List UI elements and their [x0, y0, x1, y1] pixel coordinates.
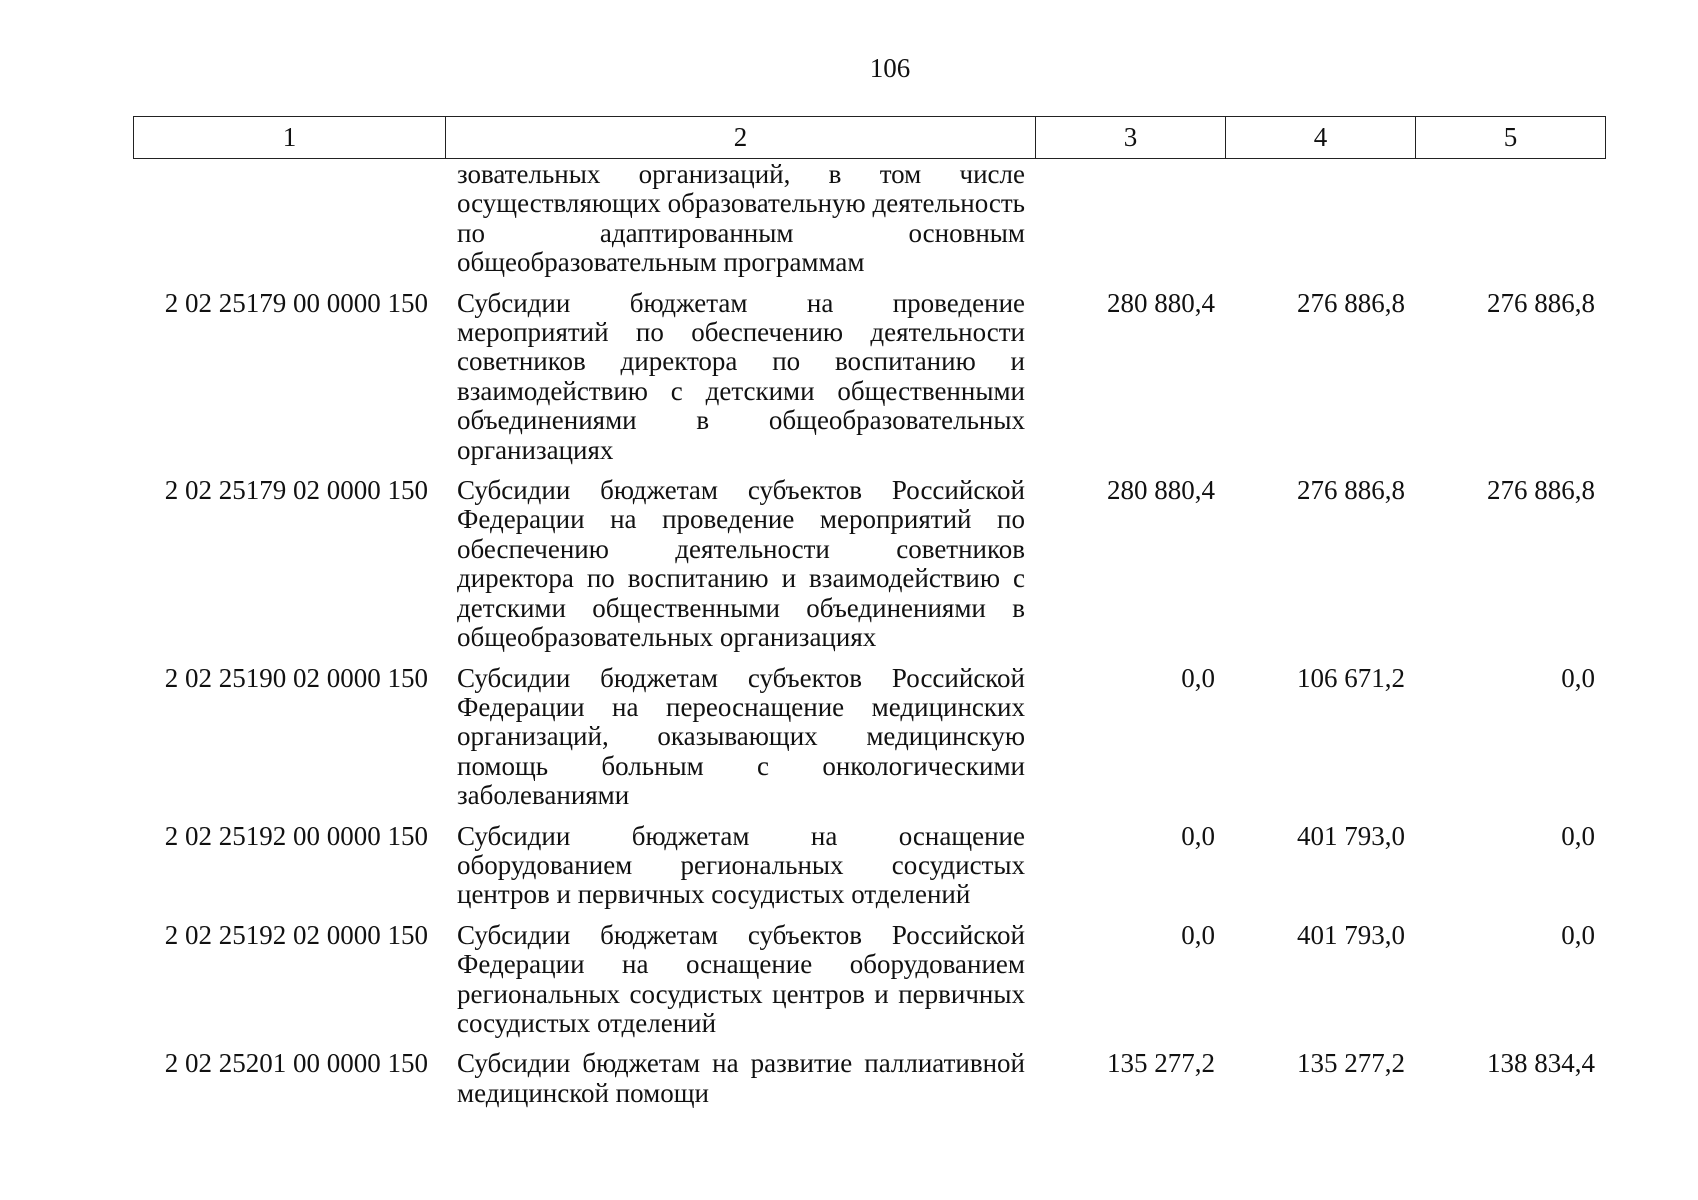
value-cell-col5: 0,0 [1561, 820, 1595, 851]
budget-code-cell [133, 160, 445, 289]
header-cell-1: 1 [134, 117, 446, 159]
value-cell-col4: 401 793,0 [1297, 820, 1405, 851]
value-cell-col5: 276 886,8 [1487, 475, 1595, 506]
header-row [134, 117, 1606, 159]
value-cell-col3: 0,0 [1181, 820, 1215, 851]
description-cell: зовательных организаций, в том числе осуществляющих образовательную деятельность по адаптированным основным общеобразовательным программам [457, 159, 1025, 278]
budget-code-cell: 2 02 25192 00 0000 150 [164, 820, 428, 851]
table-row [133, 822, 1605, 921]
table-row [133, 289, 1605, 476]
header-cell-3: 3 [1036, 117, 1226, 159]
value-cell-col4: 401 793,0 [1297, 919, 1405, 950]
value-cell-col5: 138 834,4 [1487, 1048, 1595, 1079]
header-cell-5: 5 [1416, 117, 1606, 159]
value-cell-col3: 280 880,4 [1107, 287, 1215, 318]
table-row [133, 1049, 1605, 1108]
value-cell-col3: 0,0 [1181, 662, 1215, 693]
value-cell-col4: 276 886,8 [1297, 475, 1405, 506]
value-cell-col5: 0,0 [1561, 662, 1595, 693]
value-cell-col5 [1415, 160, 1605, 289]
header-cell-2: 2 [446, 117, 1036, 159]
table-row [133, 160, 1605, 289]
budget-code-cell: 2 02 25179 00 0000 150 [164, 287, 428, 318]
description-cell: Субсидии бюджетам на оснащение оборудованием региональных сосудистых центров и первичных сосудистых отделений [457, 820, 1025, 910]
value-cell-col5: 276 886,8 [1487, 287, 1595, 318]
value-cell-col4 [1225, 160, 1415, 289]
description-cell: Субсидии бюджетам субъектов Российской Федерации на переоснащение медицинских организаций, оказывающих медицинскую помощь больным с онкологическими заболеваниями [457, 662, 1025, 811]
budget-code-cell: 2 02 25190 02 0000 150 [164, 662, 428, 693]
value-cell-col3: 135 277,2 [1107, 1048, 1215, 1079]
header-cell-4: 4 [1226, 117, 1416, 159]
value-cell-col3: 280 880,4 [1107, 475, 1215, 506]
budget-code-cell: 2 02 25192 02 0000 150 [164, 919, 428, 950]
value-cell-col4: 135 277,2 [1297, 1048, 1405, 1079]
value-cell-col5: 0,0 [1561, 919, 1595, 950]
description-cell: Субсидии бюджетам субъектов Российской Федерации на проведение мероприятий по обеспечению деятельности советников директора по воспитанию и взаимодействию с детскими общественными объединениями в общеобразовательных организациях [457, 475, 1025, 653]
value-cell-col3: 0,0 [1181, 919, 1215, 950]
description-cell: Субсидии бюджетам на развитие паллиативной медицинской помощи [457, 1048, 1025, 1108]
description-cell: Субсидии бюджетам на проведение мероприятий по обеспечению деятельности советников директора по воспитанию и взаимодействию с детскими общественными объединениями в общеобразовательных организациях [457, 287, 1025, 465]
table-row [133, 921, 1605, 1050]
page-number: 106 [869, 53, 911, 83]
table-row [133, 664, 1605, 822]
description-cell: Субсидии бюджетам субъектов Российской Федерации на оснащение оборудованием региональных сосудистых центров и первичных сосудистых отделений [457, 919, 1025, 1038]
value-cell-col4: 106 671,2 [1297, 662, 1405, 693]
table-row [133, 476, 1605, 663]
budget-table [133, 160, 1605, 1108]
value-cell-col4: 276 886,8 [1297, 287, 1405, 318]
budget-code-cell: 2 02 25179 02 0000 150 [164, 475, 428, 506]
value-cell-col3 [1035, 160, 1225, 289]
budget-code-cell: 2 02 25201 00 0000 150 [164, 1048, 428, 1079]
table-column-header [133, 116, 1606, 159]
